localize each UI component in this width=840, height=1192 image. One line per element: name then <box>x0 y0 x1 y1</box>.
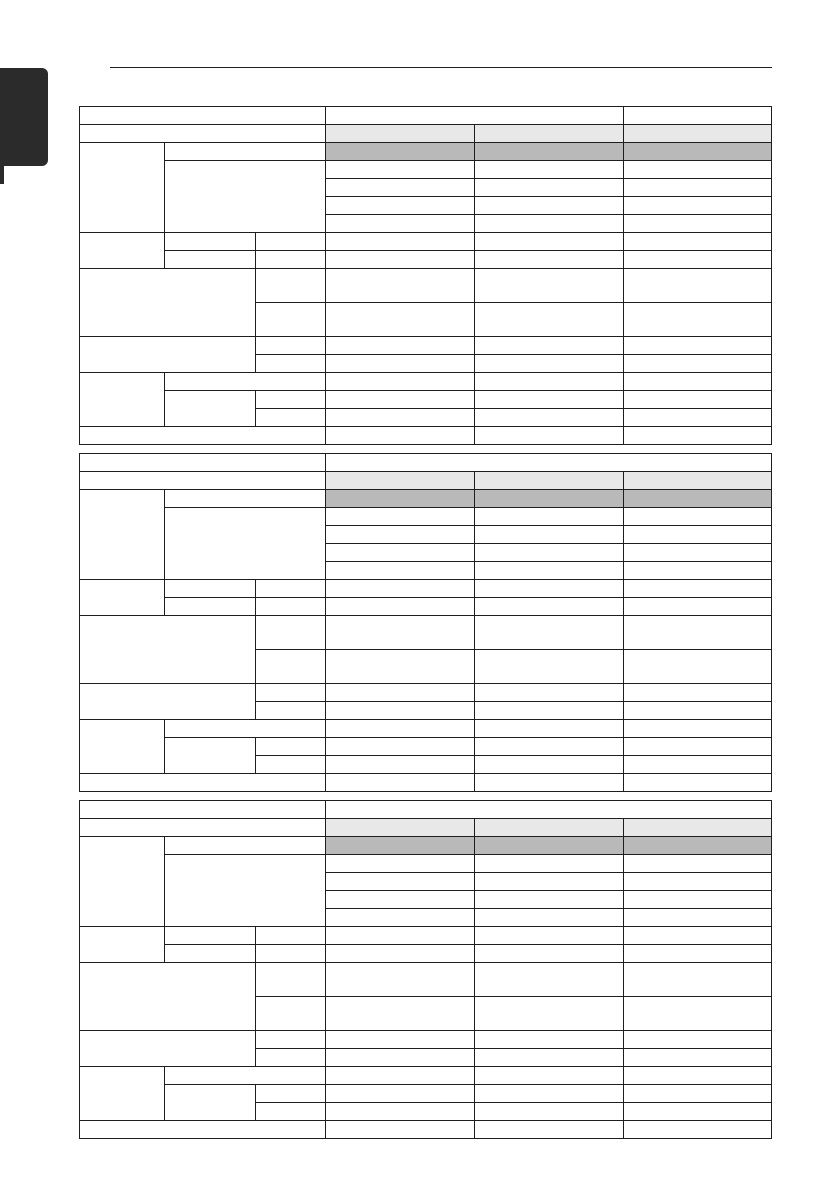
table-cell <box>256 927 326 945</box>
table-cell <box>475 616 624 650</box>
table-cell <box>326 526 475 544</box>
table-cell <box>326 215 475 233</box>
table-row <box>80 143 772 161</box>
table-cell <box>475 179 624 197</box>
table-cell <box>326 616 475 650</box>
table-cell <box>256 702 326 720</box>
table-cell <box>624 702 772 720</box>
table-cell <box>624 355 772 373</box>
table-cell <box>475 684 624 702</box>
highlight-cell <box>475 490 624 508</box>
table-cell <box>326 1031 475 1049</box>
table-cell <box>165 490 326 508</box>
model-header-cell <box>624 819 772 837</box>
table-row <box>80 720 772 738</box>
table-cell <box>475 1067 624 1085</box>
table-cell <box>80 927 165 963</box>
highlight-cell <box>475 837 624 855</box>
table-cell <box>624 684 772 702</box>
table-cell <box>80 490 165 580</box>
table-cell <box>256 684 326 702</box>
table-cell <box>326 1085 475 1103</box>
table-cell <box>80 373 165 427</box>
table-cell <box>326 1049 475 1067</box>
table-row <box>80 391 772 409</box>
table-cell <box>326 179 475 197</box>
table-row <box>80 963 772 997</box>
table-cell <box>326 197 475 215</box>
table-cell <box>475 526 624 544</box>
table-cell <box>326 891 475 909</box>
table-cell <box>256 616 326 650</box>
table-cell <box>475 544 624 562</box>
table-cell <box>256 233 326 251</box>
table-cell <box>624 161 772 179</box>
table-cell <box>624 1031 772 1049</box>
table-cell <box>80 774 326 792</box>
spec-table-1 <box>79 106 772 445</box>
table-cell <box>256 580 326 598</box>
table-cell <box>326 598 475 616</box>
table-cell <box>326 702 475 720</box>
table-row <box>80 251 772 269</box>
table-cell <box>326 756 475 774</box>
table-cell <box>326 508 475 526</box>
table-cell <box>624 269 772 303</box>
table-cell <box>475 161 624 179</box>
table-cell <box>80 684 256 720</box>
table-cell <box>624 544 772 562</box>
table-row <box>80 337 772 355</box>
table-cell <box>624 909 772 927</box>
table-cell <box>624 303 772 337</box>
table-row <box>80 373 772 391</box>
table-cell <box>475 855 624 873</box>
table-cell <box>475 355 624 373</box>
table-cell <box>256 1085 326 1103</box>
table-cell <box>475 233 624 251</box>
table-cell <box>80 837 165 927</box>
table-cell <box>165 143 326 161</box>
table-cell <box>165 598 256 616</box>
table-row <box>80 1121 772 1139</box>
table-cell <box>475 337 624 355</box>
table-cell <box>80 1031 256 1067</box>
spec-table-3 <box>79 800 772 1139</box>
table-cell <box>624 391 772 409</box>
table-cell <box>475 409 624 427</box>
table-cell <box>326 801 772 819</box>
table-cell <box>165 373 326 391</box>
table-cell <box>326 927 475 945</box>
highlight-cell <box>326 837 475 855</box>
table-cell <box>326 409 475 427</box>
table-cell <box>475 373 624 391</box>
table-cell <box>475 738 624 756</box>
table-row <box>80 801 772 819</box>
highlight-cell <box>624 143 772 161</box>
table-row <box>80 125 772 143</box>
table-row <box>80 269 772 303</box>
table-cell <box>475 269 624 303</box>
table-cell <box>624 526 772 544</box>
table-cell <box>624 409 772 427</box>
table-cell <box>326 720 475 738</box>
table-row <box>80 927 772 945</box>
table-row <box>80 598 772 616</box>
table-cell <box>624 616 772 650</box>
table-cell <box>256 391 326 409</box>
model-header-cell <box>624 125 772 143</box>
table-cell <box>475 508 624 526</box>
table-cell <box>326 650 475 684</box>
table-cell <box>165 1067 326 1085</box>
table-cell <box>326 373 475 391</box>
table-cell <box>475 873 624 891</box>
table-cell <box>326 774 475 792</box>
table-cell <box>256 1103 326 1121</box>
table-cell <box>80 1067 165 1121</box>
table-cell <box>80 125 326 143</box>
table-cell <box>80 107 326 125</box>
table-cell <box>475 562 624 580</box>
table-cell <box>256 1031 326 1049</box>
table-cell <box>475 251 624 269</box>
table-row <box>80 427 772 445</box>
model-header-cell <box>624 472 772 490</box>
table-cell <box>80 1121 326 1139</box>
table-cell <box>624 1049 772 1067</box>
table-cell <box>624 233 772 251</box>
table-cell <box>80 720 165 774</box>
table-cell <box>624 197 772 215</box>
table-cell <box>475 702 624 720</box>
table-cell <box>326 562 475 580</box>
language-side-tab <box>0 68 48 166</box>
table-cell <box>624 562 772 580</box>
table-cell <box>624 1067 772 1085</box>
table-row <box>80 508 772 526</box>
table-cell <box>475 963 624 997</box>
table-cell <box>475 650 624 684</box>
table-cell <box>475 391 624 409</box>
table-cell <box>624 927 772 945</box>
table-cell <box>326 580 475 598</box>
table-cell <box>624 107 772 125</box>
table-cell <box>326 1067 475 1085</box>
table-row <box>80 1031 772 1049</box>
table-cell <box>475 720 624 738</box>
table-cell <box>326 233 475 251</box>
table-cell <box>326 1121 475 1139</box>
table-cell <box>326 161 475 179</box>
table-cell <box>256 650 326 684</box>
table-row <box>80 945 772 963</box>
table-cell <box>80 580 165 616</box>
table-cell <box>256 303 326 337</box>
table-cell <box>475 1049 624 1067</box>
table-cell <box>165 580 256 598</box>
table-cell <box>475 756 624 774</box>
table-cell <box>475 927 624 945</box>
table-cell <box>475 1103 624 1121</box>
table-cell <box>624 774 772 792</box>
model-header-cell <box>326 472 475 490</box>
table-row <box>80 774 772 792</box>
table-cell <box>80 143 165 233</box>
table-cell <box>80 472 326 490</box>
table-cell <box>326 963 475 997</box>
table-cell <box>624 598 772 616</box>
side-tab-marker <box>0 166 4 184</box>
table-cell <box>80 801 326 819</box>
table-row <box>80 616 772 650</box>
table-cell <box>80 963 256 1031</box>
table-cell <box>475 774 624 792</box>
table-row <box>80 161 772 179</box>
table-cell <box>624 855 772 873</box>
table-cell <box>326 269 475 303</box>
model-header-cell <box>326 125 475 143</box>
spec-table-2 <box>79 453 772 792</box>
table-row <box>80 233 772 251</box>
table-cell <box>165 738 256 774</box>
table-cell <box>165 855 326 927</box>
table-cell <box>624 650 772 684</box>
table-cell <box>475 891 624 909</box>
table-cell <box>475 997 624 1031</box>
table-cell <box>475 580 624 598</box>
table-cell <box>624 997 772 1031</box>
table-cell <box>326 337 475 355</box>
table-cell <box>624 738 772 756</box>
table-cell <box>624 1103 772 1121</box>
table-cell <box>256 598 326 616</box>
table-cell <box>326 909 475 927</box>
table-row <box>80 1067 772 1085</box>
table-row <box>80 490 772 508</box>
header-rule <box>110 67 772 68</box>
table-row <box>80 580 772 598</box>
table-cell <box>256 409 326 427</box>
table-cell <box>80 454 326 472</box>
table-cell <box>326 107 624 125</box>
table-cell <box>475 909 624 927</box>
table-cell <box>475 598 624 616</box>
table-cell <box>256 269 326 303</box>
table-row <box>80 1085 772 1103</box>
table-cell <box>165 720 326 738</box>
table-cell <box>165 927 256 945</box>
table-cell <box>624 1085 772 1103</box>
highlight-cell <box>624 490 772 508</box>
table-row <box>80 454 772 472</box>
highlight-cell <box>326 490 475 508</box>
table-cell <box>165 251 256 269</box>
table-cell <box>80 819 326 837</box>
table-cell <box>624 873 772 891</box>
table-cell <box>326 355 475 373</box>
table-cell <box>256 963 326 997</box>
table-cell <box>624 720 772 738</box>
table-cell <box>326 855 475 873</box>
table-cell <box>326 1103 475 1121</box>
table-cell <box>256 337 326 355</box>
table-cell <box>165 1085 256 1121</box>
table-cell <box>624 963 772 997</box>
table-cell <box>624 1121 772 1139</box>
model-header-cell <box>475 819 624 837</box>
table-cell <box>475 1085 624 1103</box>
table-cell <box>624 179 772 197</box>
table-cell <box>326 454 772 472</box>
table-cell <box>80 616 256 684</box>
highlight-cell <box>326 143 475 161</box>
table-row <box>80 684 772 702</box>
table-cell <box>256 997 326 1031</box>
table-cell <box>326 303 475 337</box>
table-cell <box>326 684 475 702</box>
table-cell <box>326 738 475 756</box>
table-cell <box>80 233 165 269</box>
table-cell <box>624 891 772 909</box>
table-cell <box>80 337 256 373</box>
table-cell <box>256 251 326 269</box>
table-cell <box>326 873 475 891</box>
table-row <box>80 855 772 873</box>
table-cell <box>475 303 624 337</box>
table-cell <box>624 580 772 598</box>
table-cell <box>256 1049 326 1067</box>
table-cell <box>165 837 326 855</box>
table-cell <box>624 337 772 355</box>
table-cell <box>326 544 475 562</box>
table-cell <box>165 508 326 580</box>
table-cell <box>326 251 475 269</box>
table-cell <box>256 738 326 756</box>
table-row <box>80 107 772 125</box>
table-cell <box>475 215 624 233</box>
table-row <box>80 472 772 490</box>
table-row <box>80 819 772 837</box>
table-cell <box>475 197 624 215</box>
table-cell <box>165 391 256 427</box>
table-cell <box>256 945 326 963</box>
table-cell <box>624 373 772 391</box>
table-cell <box>475 427 624 445</box>
table-cell <box>80 427 326 445</box>
table-cell <box>475 1031 624 1049</box>
table-cell <box>326 997 475 1031</box>
table-cell <box>624 427 772 445</box>
table-cell <box>165 233 256 251</box>
highlight-cell <box>624 837 772 855</box>
table-cell <box>475 1121 624 1139</box>
table-cell <box>475 945 624 963</box>
table-cell <box>326 945 475 963</box>
table-cell <box>256 756 326 774</box>
model-header-cell <box>326 819 475 837</box>
table-cell <box>326 427 475 445</box>
table-cell <box>624 756 772 774</box>
table-cell <box>624 945 772 963</box>
table-cell <box>256 355 326 373</box>
table-cell <box>624 508 772 526</box>
table-cell <box>624 215 772 233</box>
table-cell <box>80 269 256 337</box>
model-header-cell <box>475 125 624 143</box>
table-cell <box>624 251 772 269</box>
model-header-cell <box>475 472 624 490</box>
table-cell <box>165 945 256 963</box>
table-row <box>80 738 772 756</box>
table-cell <box>326 391 475 409</box>
table-row <box>80 837 772 855</box>
table-cell <box>165 161 326 233</box>
highlight-cell <box>475 143 624 161</box>
